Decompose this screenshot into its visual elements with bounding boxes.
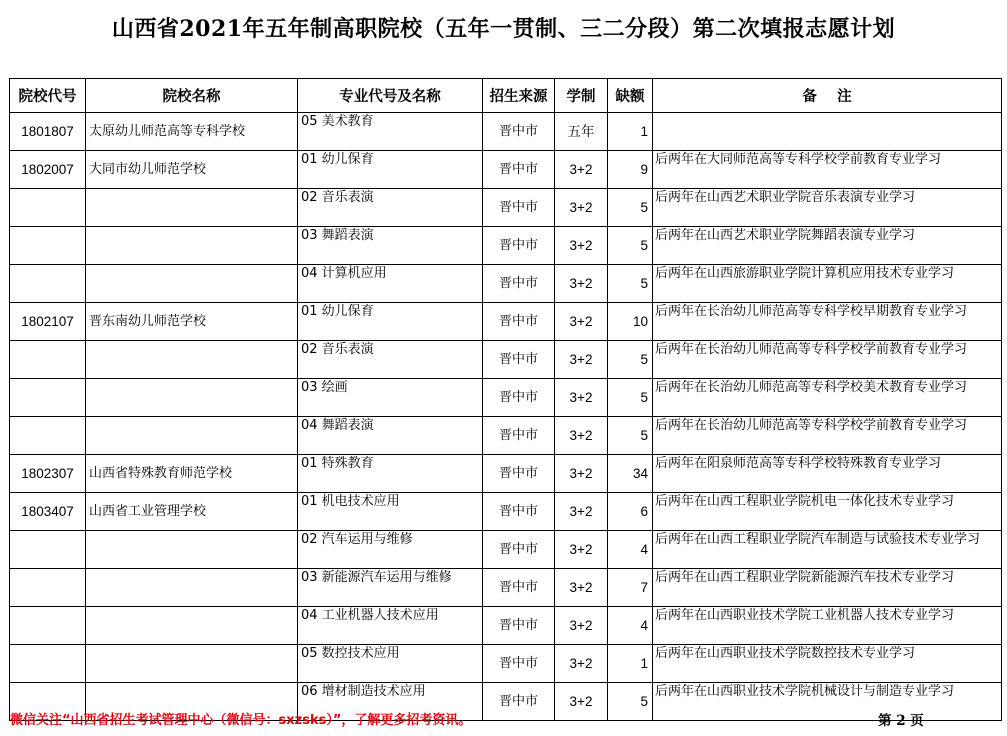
quota-cell: 5 <box>608 379 653 417</box>
school-code-cell <box>10 341 86 379</box>
school-code-cell <box>10 227 86 265</box>
duration-cell: 3+2 <box>555 189 608 227</box>
header-major: 专业代号及名称 <box>298 79 483 113</box>
table-row <box>10 493 1002 531</box>
duration-cell: 3+2 <box>555 455 608 493</box>
note-cell: 后两年在山西职业技术学院机械设计与制造专业学习 <box>653 683 1002 721</box>
school-name-cell <box>86 607 298 645</box>
source-cell: 晋中市 <box>483 493 555 531</box>
table-row <box>10 569 1002 607</box>
header-duration: 学制 <box>555 79 608 113</box>
school-code-cell <box>10 569 86 607</box>
source-cell: 晋中市 <box>483 417 555 455</box>
quota-cell: 1 <box>608 645 653 683</box>
note-cell: 后两年在大同师范高等专科学校学前教育专业学习 <box>653 151 1002 189</box>
source-cell: 晋中市 <box>483 531 555 569</box>
school-name-cell: 山西省特殊教育师范学校 <box>86 455 298 493</box>
duration-cell: 3+2 <box>555 493 608 531</box>
header-note: 备 注 <box>653 79 1002 113</box>
duration-cell: 3+2 <box>555 417 608 455</box>
duration-cell: 3+2 <box>555 303 608 341</box>
note-cell <box>653 113 1002 151</box>
school-code-cell <box>10 189 86 227</box>
note-cell: 后两年在长治幼儿师范高等专科学校早期教育专业学习 <box>653 303 1002 341</box>
school-code-cell: 1802107 <box>10 303 86 341</box>
major-cell: 01 机电技术应用 <box>298 493 483 531</box>
note-cell: 后两年在长治幼儿师范高等专科学校学前教育专业学习 <box>653 341 1002 379</box>
major-cell: 03 舞蹈表演 <box>298 227 483 265</box>
school-name-cell <box>86 379 298 417</box>
note-cell: 后两年在山西艺术职业学院舞蹈表演专业学习 <box>653 227 1002 265</box>
duration-cell: 3+2 <box>555 607 608 645</box>
quota-cell: 34 <box>608 455 653 493</box>
note-cell: 后两年在长治幼儿师范高等专科学校美术教育专业学习 <box>653 379 1002 417</box>
major-cell: 03 绘画 <box>298 379 483 417</box>
source-cell: 晋中市 <box>483 341 555 379</box>
table-row <box>10 303 1002 341</box>
table-row <box>10 607 1002 645</box>
school-code-cell: 1801807 <box>10 113 86 151</box>
major-cell: 05 数控技术应用 <box>298 645 483 683</box>
quota-cell: 4 <box>608 531 653 569</box>
duration-cell: 3+2 <box>555 569 608 607</box>
source-cell: 晋中市 <box>483 265 555 303</box>
duration-cell: 3+2 <box>555 683 608 721</box>
major-cell: 05 美术教育 <box>298 113 483 151</box>
major-cell: 06 增材制造技术应用 <box>298 683 483 721</box>
source-cell: 晋中市 <box>483 303 555 341</box>
major-cell: 02 音乐表演 <box>298 341 483 379</box>
note-cell: 后两年在山西职业技术学院工业机器人技术专业学习 <box>653 607 1002 645</box>
page-title: 山西省2021年五年制高职院校（五年一贯制、三二分段）第二次填报志愿计划 <box>111 16 896 42</box>
header-source: 招生来源 <box>483 79 555 113</box>
quota-cell: 9 <box>608 151 653 189</box>
quota-cell: 5 <box>608 417 653 455</box>
duration-cell: 五年 <box>555 113 608 151</box>
header-quota: 缺额 <box>608 79 653 113</box>
table-row <box>10 227 1002 265</box>
major-cell: 04 计算机应用 <box>298 265 483 303</box>
school-code-cell <box>10 531 86 569</box>
source-cell: 晋中市 <box>483 607 555 645</box>
school-name-cell: 大同市幼儿师范学校 <box>86 151 298 189</box>
school-name-cell: 山西省工业管理学校 <box>86 493 298 531</box>
school-name-cell <box>86 189 298 227</box>
quota-cell: 10 <box>608 303 653 341</box>
major-cell: 04 舞蹈表演 <box>298 417 483 455</box>
source-cell: 晋中市 <box>483 379 555 417</box>
source-cell: 晋中市 <box>483 569 555 607</box>
table-row <box>10 341 1002 379</box>
quota-cell: 5 <box>608 683 653 721</box>
school-code-cell <box>10 379 86 417</box>
school-name-cell <box>86 417 298 455</box>
major-cell: 03 新能源汽车运用与维修 <box>298 569 483 607</box>
school-name-cell <box>86 645 298 683</box>
quota-cell: 5 <box>608 341 653 379</box>
footer-notice: 微信关注“山西省招生考试管理中心（微信号：sxzsks）”，了解更多招考资讯。 <box>10 713 472 728</box>
school-name-cell <box>86 569 298 607</box>
table-row <box>10 645 1002 683</box>
note-cell: 后两年在山西艺术职业学院音乐表演专业学习 <box>653 189 1002 227</box>
source-cell: 晋中市 <box>483 189 555 227</box>
school-name-cell <box>86 531 298 569</box>
duration-cell: 3+2 <box>555 341 608 379</box>
source-cell: 晋中市 <box>483 683 555 721</box>
major-cell: 02 汽车运用与维修 <box>298 531 483 569</box>
quota-cell: 7 <box>608 569 653 607</box>
source-cell: 晋中市 <box>483 151 555 189</box>
school-name-cell: 太原幼儿师范高等专科学校 <box>86 113 298 151</box>
source-cell: 晋中市 <box>483 113 555 151</box>
school-code-cell <box>10 607 86 645</box>
note-cell: 后两年在山西工程职业学院汽车制造与试验技术专业学习 <box>653 531 1002 569</box>
major-cell: 02 音乐表演 <box>298 189 483 227</box>
note-cell: 后两年在阳泉师范高等专科学校特殊教育专业学习 <box>653 455 1002 493</box>
major-cell: 04 工业机器人技术应用 <box>298 607 483 645</box>
note-cell: 后两年在山西工程职业学院新能源汽车技术专业学习 <box>653 569 1002 607</box>
note-cell: 后两年在山西工程职业学院机电一体化技术专业学习 <box>653 493 1002 531</box>
header-school-code: 院校代号 <box>10 79 86 113</box>
table-row <box>10 265 1002 303</box>
school-code-cell: 1802307 <box>10 455 86 493</box>
duration-cell: 3+2 <box>555 531 608 569</box>
duration-cell: 3+2 <box>555 151 608 189</box>
school-code-cell <box>10 645 86 683</box>
school-code-cell <box>10 265 86 303</box>
table-row <box>10 531 1002 569</box>
source-cell: 晋中市 <box>483 227 555 265</box>
table-header-row <box>10 79 1002 113</box>
note-cell: 后两年在山西职业技术学院数控技术专业学习 <box>653 645 1002 683</box>
duration-cell: 3+2 <box>555 379 608 417</box>
school-code-cell: 1803407 <box>10 493 86 531</box>
duration-cell: 3+2 <box>555 645 608 683</box>
quota-cell: 5 <box>608 265 653 303</box>
school-code-cell <box>10 417 86 455</box>
school-name-cell: 晋东南幼儿师范学校 <box>86 303 298 341</box>
plan-table <box>9 78 1002 721</box>
table-row <box>10 417 1002 455</box>
quota-cell: 5 <box>608 189 653 227</box>
school-code-cell: 1802007 <box>10 151 86 189</box>
page-number: 第 2 页 <box>878 713 924 729</box>
school-name-cell <box>86 265 298 303</box>
major-cell: 01 幼儿保育 <box>298 303 483 341</box>
note-cell: 后两年在山西旅游职业学院计算机应用技术专业学习 <box>653 265 1002 303</box>
school-name-cell <box>86 341 298 379</box>
quota-cell: 5 <box>608 227 653 265</box>
source-cell: 晋中市 <box>483 455 555 493</box>
table-row <box>10 189 1002 227</box>
school-name-cell <box>86 227 298 265</box>
duration-cell: 3+2 <box>555 265 608 303</box>
source-cell: 晋中市 <box>483 645 555 683</box>
table-row <box>10 379 1002 417</box>
major-cell: 01 幼儿保育 <box>298 151 483 189</box>
major-cell: 01 特殊教育 <box>298 455 483 493</box>
table-row <box>10 113 1002 151</box>
note-cell: 后两年在长治幼儿师范高等专科学校学前教育专业学习 <box>653 417 1002 455</box>
table-row <box>10 455 1002 493</box>
header-school-name: 院校名称 <box>86 79 298 113</box>
quota-cell: 4 <box>608 607 653 645</box>
table-row <box>10 151 1002 189</box>
quota-cell: 1 <box>608 113 653 151</box>
quota-cell: 6 <box>608 493 653 531</box>
duration-cell: 3+2 <box>555 227 608 265</box>
